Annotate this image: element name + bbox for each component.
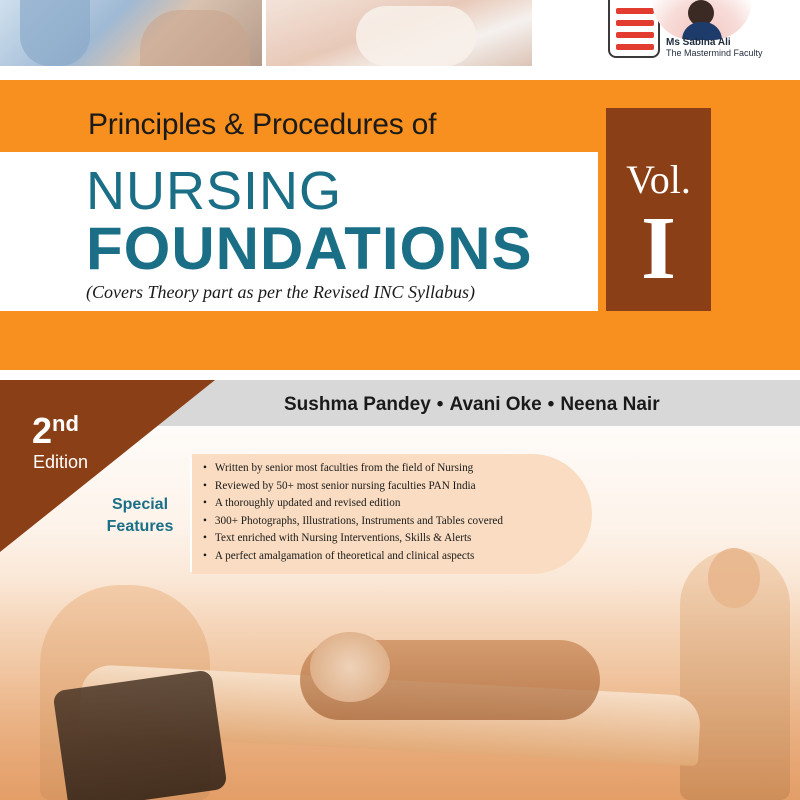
book-title-sub: FOUNDATIONS — [86, 215, 533, 282]
stretcher-headboard — [52, 669, 227, 800]
edition-label: Edition — [33, 452, 89, 472]
volume-label: Vol. — [626, 157, 691, 202]
book-prefix-title: Principles & Procedures of — [88, 108, 437, 141]
feature-item: • A perfect amalgamation of theoretical and clinical aspects — [203, 548, 503, 566]
edition-number: 2nd — [32, 410, 79, 451]
top-photo-strip — [0, 0, 800, 70]
feature-item: • 300+ Photographs, Illustrations, Instruments and Tables covered — [203, 513, 503, 531]
faculty-promo — [600, 0, 800, 66]
book-title-main: NURSING — [86, 161, 343, 221]
feature-item: • Written by senior most faculties from the field of Nursing — [203, 460, 503, 478]
author-separator: • — [436, 394, 444, 415]
author-name: Avani Oke — [449, 394, 542, 415]
volume-box — [606, 108, 711, 311]
features-list — [203, 460, 503, 565]
feature-item: • Text enriched with Nursing Interventions, Skills & Alerts — [203, 530, 503, 548]
patient-figure — [140, 10, 250, 66]
nurse-figure — [20, 0, 90, 66]
faculty-name: Ms Sabina Ali — [666, 37, 731, 48]
bandage-photo — [266, 0, 532, 66]
bandage-figure — [356, 6, 476, 66]
volume-number: I — [640, 199, 677, 298]
faculty-role: The Mastermind Faculty — [666, 48, 763, 58]
nurse-photo-left — [0, 0, 262, 66]
feature-item: • A thoroughly updated and revised edition — [203, 495, 503, 513]
book-tagline: (Covers Theory part as per the Revised INC Syllabus) — [86, 282, 475, 302]
author-name: Sushma Pandey — [284, 394, 431, 415]
author-separator: • — [547, 394, 555, 415]
special-features-label: Special Features — [106, 496, 174, 535]
author-list — [284, 394, 660, 416]
author-name: Neena Nair — [560, 394, 660, 415]
faculty-portrait — [652, 0, 752, 40]
feature-item: • Reviewed by 50+ most senior nursing faculties PAN India — [203, 478, 503, 496]
